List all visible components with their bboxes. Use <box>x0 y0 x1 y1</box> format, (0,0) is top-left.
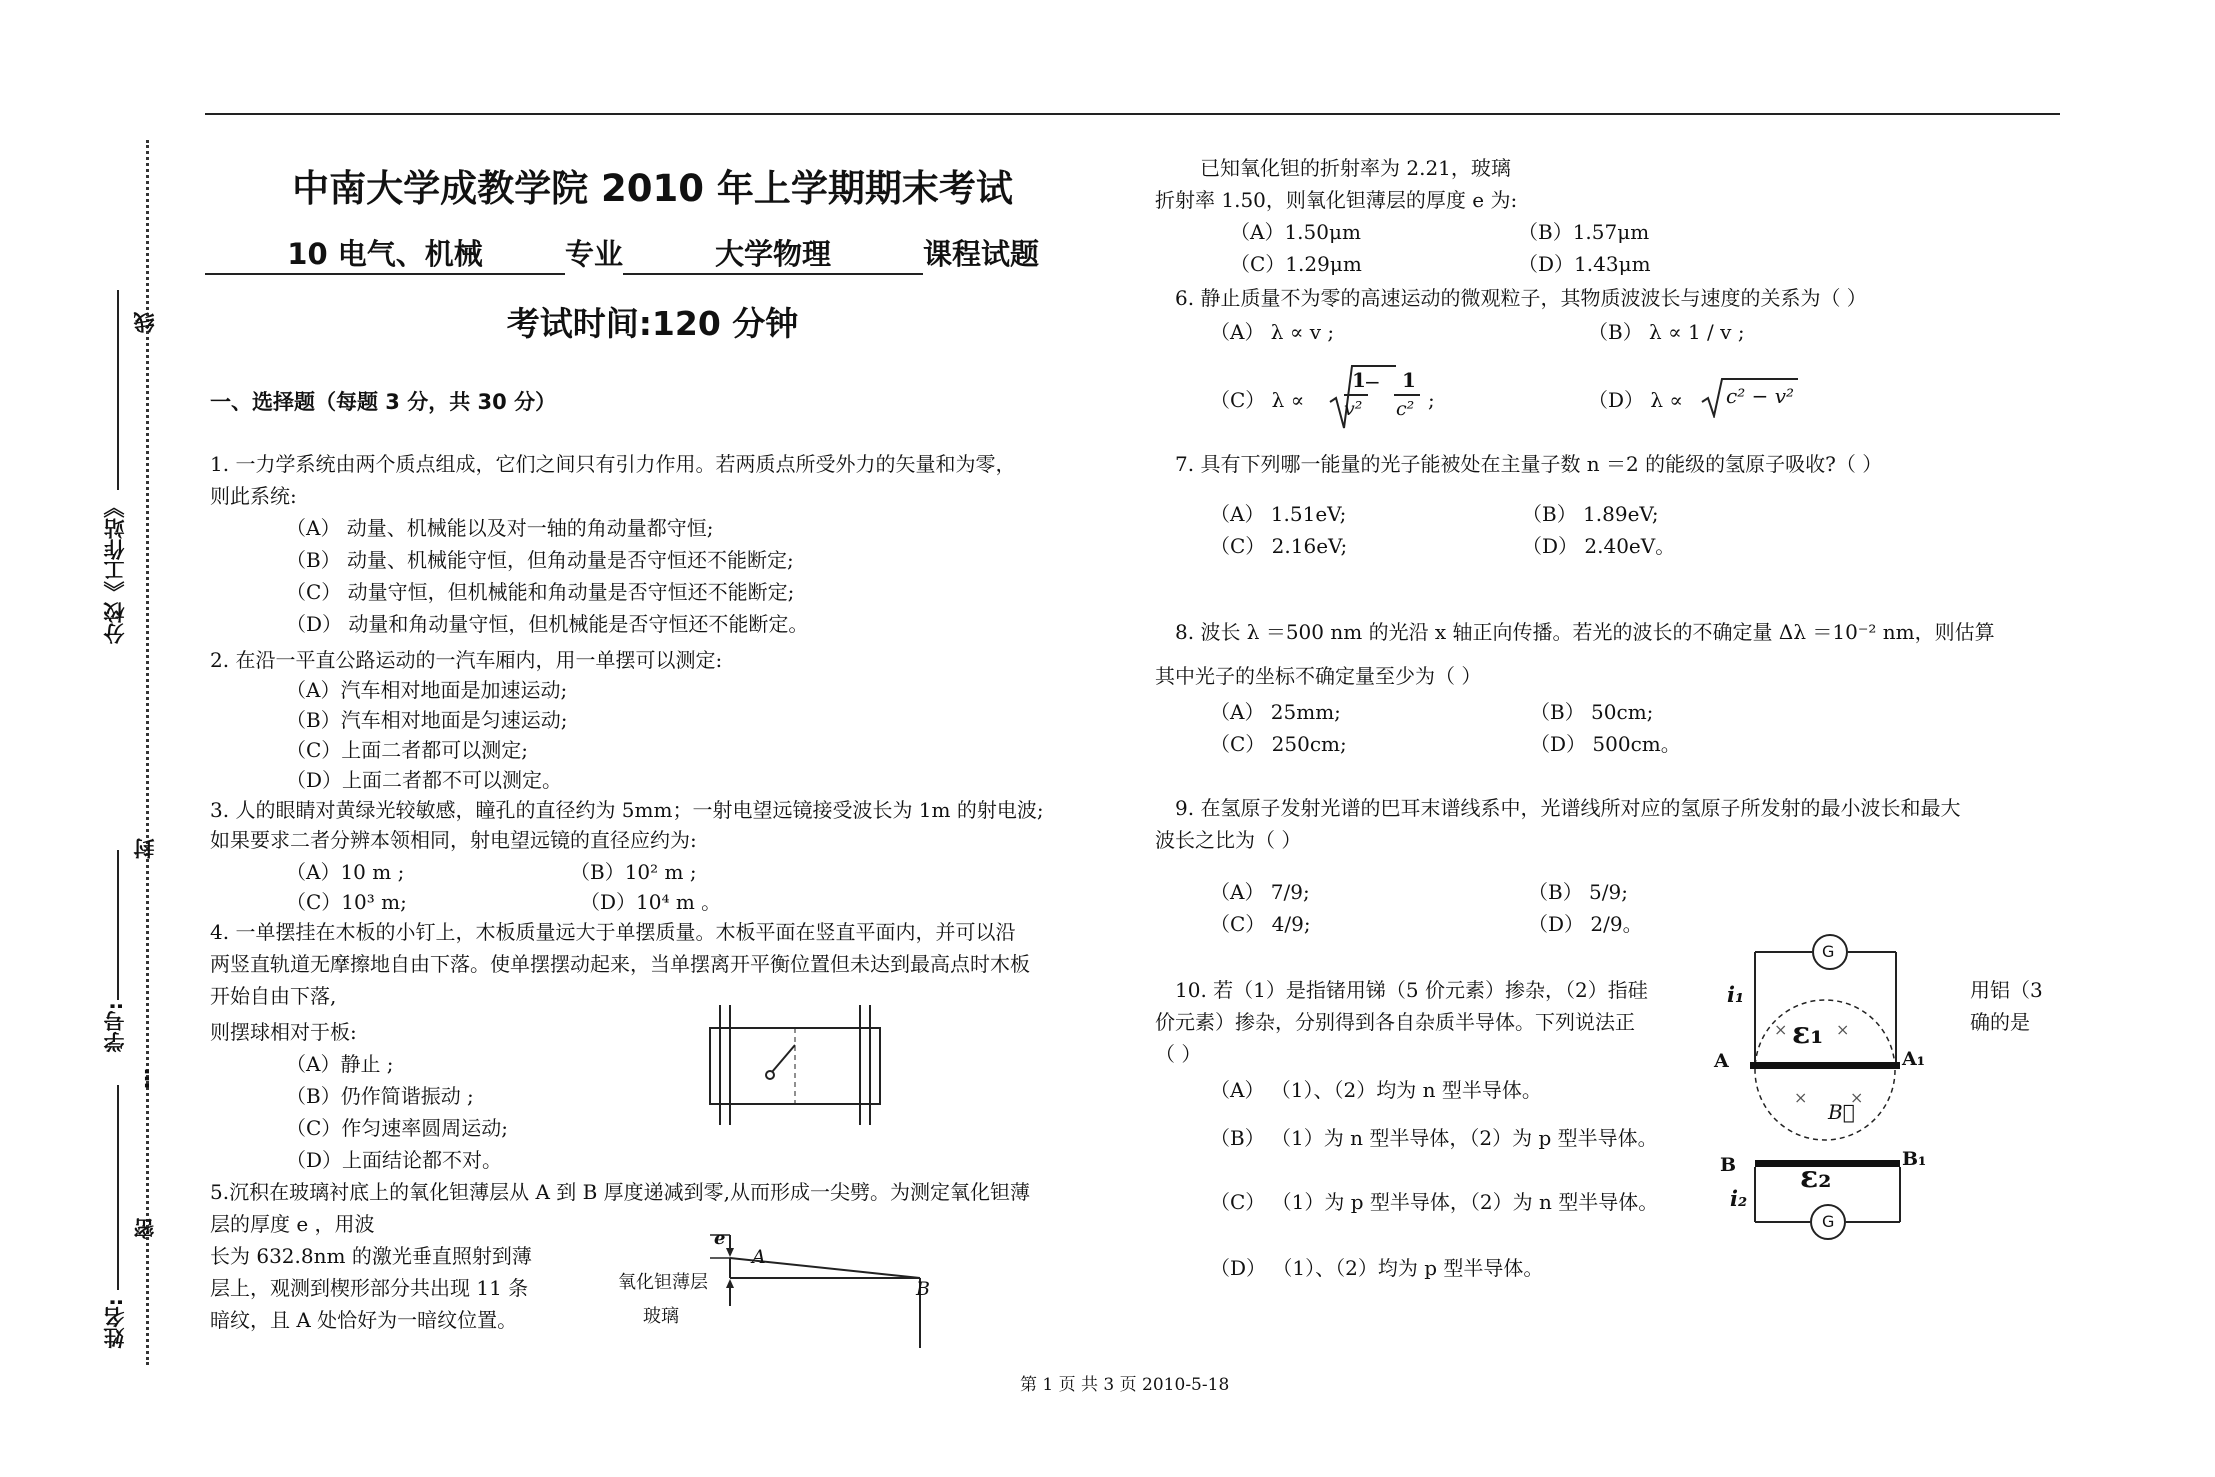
q5-stem-1: 5.沉积在玻璃衬底上的氧化钽薄层从 A 到 B 厚度递减到零,从而形成一尖劈。为测定氧化钽薄 <box>210 1180 1031 1204</box>
exam-title: 中南大学成教学院 2010 年上学期期末考试 <box>292 167 1013 210</box>
q9-option-a: （A） 7/9; <box>1210 880 1310 904</box>
q7-stem: 7. 具有下列哪一能量的光子能被处在主量子数 n ＝2 的能级的氢原子吸收?（ ） <box>1175 452 1883 476</box>
margin-secret-label: 密 <box>133 1218 157 1239</box>
margin-school-blank <box>117 290 119 490</box>
q9-option-d: （D） 2/9。 <box>1528 912 1643 936</box>
q4-stem-3: 开始自由下落, <box>210 984 337 1008</box>
q6-c-den2: c² <box>1396 398 1415 420</box>
q3-stem-1: 3. 人的眼睛对黄绿光较敏感，瞳孔的直径约为 5mm；一射电望远镜接受波长为 1m 的射电波; <box>210 798 1044 822</box>
q1-option-b: （B） 动量、机械能守恒，但角动量是否守恒还不能断定; <box>286 548 794 572</box>
q9-stem-2: 波长之比为（ ） <box>1155 828 1302 852</box>
q10-fig-x-2: × <box>1836 1020 1850 1039</box>
q2-option-a: （A）汽车相对地面是加速运动; <box>286 678 568 702</box>
q1-option-c: （C） 动量守恒，但机械能和角动量是否守恒还不能断定; <box>286 580 795 604</box>
course-line <box>205 232 1100 275</box>
q10-fig-x-3: × <box>1794 1088 1808 1107</box>
q3-option-a: （A）10 m ; <box>286 860 405 884</box>
q8-stem-2: 其中光子的坐标不确定量至少为（ ） <box>1155 664 1482 688</box>
q10-fig-eps1: ε₁ <box>1792 1016 1824 1051</box>
q6-c-minus: − <box>1364 370 1381 394</box>
margin-school-label: 分校《工作站》 <box>103 497 127 644</box>
q10-fig-eps2: ε₂ <box>1800 1160 1832 1195</box>
q8-option-d: （D） 500cm。 <box>1530 732 1681 756</box>
q2-option-d: （D）上面二者都不可以测定。 <box>286 768 563 792</box>
q10-option-b: （B） （1）为 n 型半导体，（2）为 p 型半导体。 <box>1210 1126 1658 1150</box>
q6-d-expr: c² − v² <box>1726 384 1795 408</box>
q5-fig-e-label: e <box>714 1228 726 1249</box>
q8-option-a: （A） 25mm; <box>1210 700 1341 724</box>
q5-stem-6: 已知氧化钽的折射率为 2.21，玻璃 <box>1200 156 1511 180</box>
q6-c-fracbar2 <box>1394 394 1420 396</box>
q5-stem-5: 暗纹，且 A 处恰好为一暗纹位置。 <box>210 1308 518 1332</box>
q2-option-c: （C）上面二者都可以测定; <box>286 738 529 762</box>
q10-fig-A1: A₁ <box>1902 1048 1926 1070</box>
q10-fig-galvanometer-top: G <box>1822 942 1835 961</box>
margin-line-label: 线 <box>133 312 157 333</box>
q5-stem-2: 层的厚度 e ，用波 <box>210 1212 375 1236</box>
q9-option-b: （B） 5/9; <box>1528 880 1628 904</box>
exam-time: 考试时间:120 分钟 <box>506 304 799 343</box>
q1-option-a: （A） 动量、机械能以及对一轴的角动量都守恒; <box>286 516 714 540</box>
q4-option-d: （D）上面结论都不对。 <box>286 1148 503 1172</box>
q9-option-c: （C） 4/9; <box>1210 912 1311 936</box>
q4-stem-2: 两竖直轨道无摩擦地自由下落。使单摆摆动起来，当单摆离开平衡位置但未达到最高点时木板 <box>210 952 1030 976</box>
q5-fig-a-label: A <box>752 1246 766 1268</box>
q6-stem: 6. 静止质量不为零的高速运动的微观粒子，其物质波波长与速度的关系为（ ） <box>1175 286 1867 310</box>
q4-option-a: （A）静止 ; <box>286 1052 394 1076</box>
q5-fig-glass-label: 玻璃 <box>643 1306 679 1327</box>
q6-option-c-label: （C） λ ∝ <box>1210 388 1305 412</box>
q8-stem-1: 8. 波长 λ ＝500 nm 的光沿 x 轴正向传播。若光的波长的不确定量 Δλ ＝10⁻² nm，则估算 <box>1175 620 1995 644</box>
q5-option-c: （C）1.29μm <box>1230 252 1362 276</box>
q10-option-c: （C） （1）为 p 型半导体，（2）为 n 型半导体。 <box>1210 1190 1659 1214</box>
q6-c-fracbar1 <box>1344 394 1368 396</box>
q5-fig-b-label: B <box>916 1278 930 1300</box>
q5-option-a: （A）1.50μm <box>1230 220 1361 244</box>
course-suffix: 课程试题 <box>923 237 1040 271</box>
q5-fig-layer-label: 氧化钽薄层 <box>618 1272 708 1293</box>
q3-option-d: （D）10⁴ m 。 <box>580 890 722 914</box>
q10-stem-1: 10. 若（1）是指锗用锑（5 价元素）掺杂，（2）指硅 <box>1175 978 1648 1002</box>
q4-stem-4: 则摆球相对于板: <box>210 1020 357 1044</box>
q10-fig-A: A <box>1714 1050 1729 1072</box>
q7-option-d: （D） 2.40eV。 <box>1522 534 1676 558</box>
major-suffix: 专业 <box>565 237 624 271</box>
margin-name-blank <box>117 1085 119 1290</box>
q5-stem-3: 长为 632.8nm 的激光垂直照射到薄 <box>210 1244 532 1268</box>
q10-fig-x-1: × <box>1774 1020 1788 1039</box>
q10-option-d: （D） （1）、（2）均为 p 型半导体。 <box>1210 1256 1544 1280</box>
course-field: 大学物理 <box>623 232 923 275</box>
margin-dots: … <box>130 1068 154 1089</box>
major-field: 10 电气、机械 <box>205 232 565 275</box>
page-footer: 第 1 页 共 3 页 2010-5-18 <box>1020 1375 1230 1395</box>
q4-stem-1: 4. 一单摆挂在木板的小钉上，木板质量远大于单摆质量。木板平面在竖直平面内，并可以沿 <box>210 920 1016 944</box>
q2-stem: 2. 在沿一平直公路运动的一汽车厢内，用一单摆可以测定: <box>210 648 723 672</box>
q5-option-d: （D）1.43μm <box>1518 252 1651 276</box>
q10-fig-B-field: B⃗ <box>1828 1100 1855 1124</box>
q4-option-b: （B）仍作简谐振动 ; <box>286 1084 474 1108</box>
margin-student-no-label: 学号: <box>103 1002 127 1053</box>
q7-option-c: （C） 2.16eV; <box>1210 534 1348 558</box>
q6-option-a: （A） λ ∝ v ; <box>1210 320 1335 344</box>
q6-c-end: ; <box>1428 388 1435 412</box>
q10-fig-i1: i₁ <box>1727 982 1745 1007</box>
section-title: 一、选择题（每题 3 分，共 30 分） <box>210 390 557 414</box>
margin-seal-label: 封 <box>133 838 157 859</box>
q10-fig-B: B <box>1720 1154 1737 1176</box>
q10-fig-galvanometer-bottom: G <box>1822 1212 1835 1231</box>
q10-stem-1b: 用铝（3 <box>1970 978 2043 1002</box>
q1-stem-1: 1. 一力学系统由两个质点组成，它们之间只有引力作用。若两质点所受外力的矢量和为零， <box>210 452 1016 476</box>
q6-option-b: （B） λ ∝ 1 / v ; <box>1588 320 1745 344</box>
q10-option-a: （A） （1）、（2）均为 n 型半导体。 <box>1210 1078 1542 1102</box>
q2-option-b: （B）汽车相对地面是匀速运动; <box>286 708 568 732</box>
q6-option-d-label: （D） λ ∝ <box>1588 388 1683 412</box>
q5-stem-7: 折射率 1.50，则氧化钽薄层的厚度 e 为: <box>1155 188 1518 212</box>
q10-fig-B1: B₁ <box>1902 1148 1927 1170</box>
q3-stem-2: 如果要求二者分辨本领相同，射电望远镜的直径应约为: <box>210 828 697 852</box>
q9-stem-1: 9. 在氢原子发射光谱的巴耳末谱线系中，光谱线所对应的氢原子所发射的最小波长和最大 <box>1175 796 1961 820</box>
q8-option-c: （C） 250cm; <box>1210 732 1347 756</box>
q10-fig-x-4: × <box>1850 1088 1864 1107</box>
q10-stem-2b: 确的是 <box>1970 1010 2030 1034</box>
q5-option-b: （B）1.57μm <box>1518 220 1650 244</box>
q1-option-d: （D） 动量和角动量守恒，但机械能是否守恒还不能断定。 <box>286 612 809 636</box>
q10-stem-2: 价元素）掺杂，分别得到各自杂质半导体。下列说法正 <box>1155 1010 1635 1034</box>
q6-c-num1: 1 <box>1352 368 1366 392</box>
q1-stem-2: 则此系统: <box>210 484 297 508</box>
q6-c-den1: v² <box>1344 398 1363 420</box>
q4-option-c: （C）作匀速率圆周运动; <box>286 1116 509 1140</box>
q5-stem-4: 层上，观测到楔形部分共出现 11 条 <box>210 1276 529 1300</box>
q4-pendulum-board-figure <box>700 1000 890 1130</box>
q7-option-a: （A） 1.51eV; <box>1210 502 1347 526</box>
q10-stem-3: （ ） <box>1155 1042 1202 1066</box>
top-rule <box>205 113 2060 115</box>
q10-fig-i2: i₂ <box>1730 1186 1748 1211</box>
q3-option-b: （B）10² m ; <box>570 860 697 884</box>
q3-option-c: （C）10³ m; <box>286 890 407 914</box>
q7-option-b: （B） 1.89eV; <box>1522 502 1659 526</box>
q8-option-b: （B） 50cm; <box>1530 700 1654 724</box>
margin-name-label: 姓名: <box>103 1298 127 1349</box>
margin-student-no-blank <box>117 850 119 1000</box>
q6-c-num2: 1 <box>1402 368 1416 392</box>
